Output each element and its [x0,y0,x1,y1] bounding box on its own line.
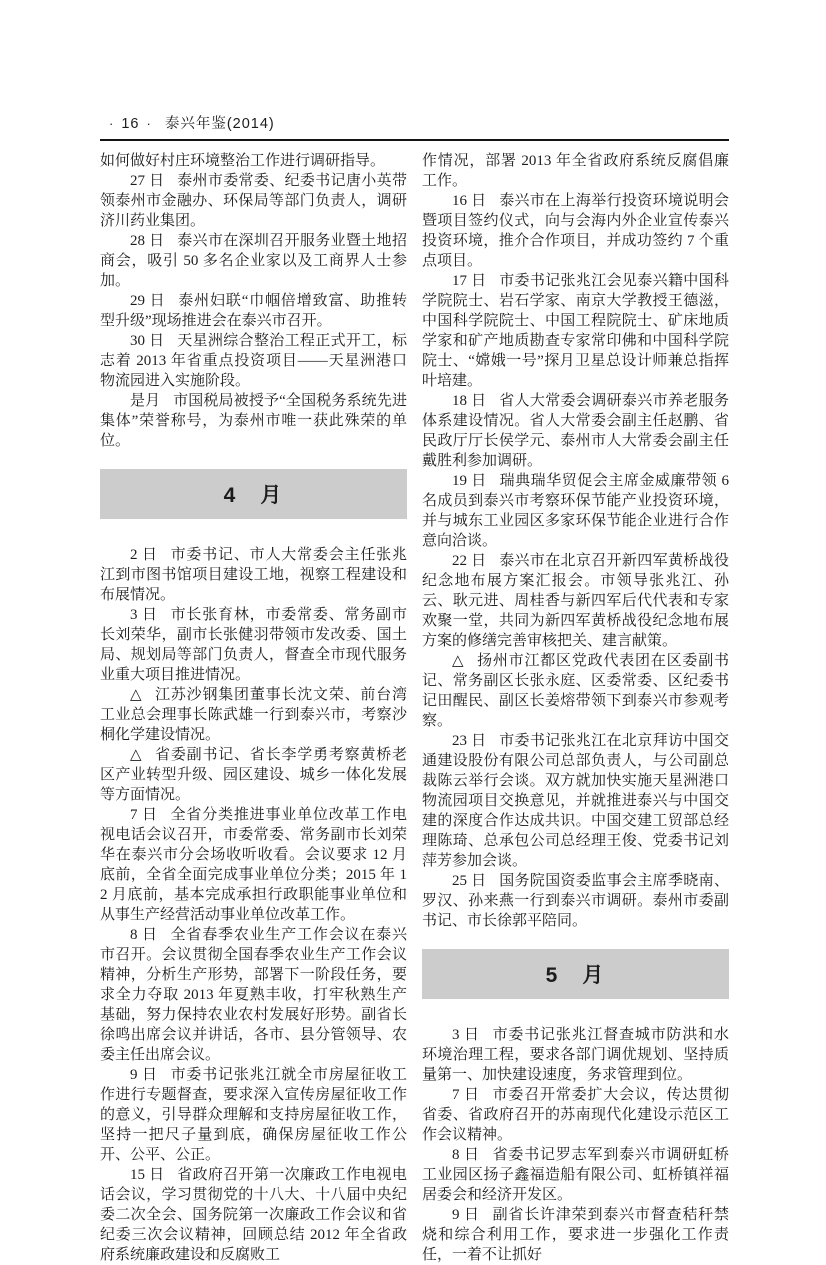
separator-dot: · [146,116,152,131]
entry-date-label: 3 日 [130,607,158,623]
entry-date-label: 19 日 [452,473,487,489]
chronicle-entry: △ 江苏沙钢集团董事长沈文荣、前台湾工业总会理事长陈武雄一行到泰兴市，考察沙桐化学建设情况。 [100,687,407,743]
separator-dot: · [109,116,115,131]
entry-date-label: 3 日 [452,1027,480,1043]
chronicle-entry: 25 日 国务院国资委监事会主席季晓南、罗汉、孙来燕一行到泰兴市调研。泰州市委副书记、市长徐郭平陪同。 [422,873,729,929]
chronicle-entry: △ 省委副书记、省长李学勇考察黄桥老区产业转型升级、园区建设、城乡一体化发展等方面情况。 [100,747,407,803]
entry-date-label: 29 日 [130,293,166,309]
entry-date-label: 9 日 [130,1067,158,1083]
entry-date-label: 7 日 [452,1087,480,1103]
chronicle-entry: △ 扬州市江都区党政代表团在区委副书记、常务副区长张永庭、区委常委、区纪委书记田醒民、副区长姜熔带领下到泰兴市参观考察。 [422,653,729,729]
entry-date-label: 27 日 [130,173,165,189]
month-section-header [422,949,729,999]
entry-date-label: 7 日 [130,807,158,823]
page-number: 16 [121,116,140,132]
chronicle-columns [100,151,729,1265]
running-head [100,112,729,139]
chronicle-entry: 7 日 市委召开常委扩大会议，传达贯彻省委、省政府召开的苏南现代化建设示范区工作会议精神。 [422,1087,729,1143]
book-title: 泰兴年鉴(2014) [164,116,275,132]
chronicle-entry: 8 日 全省春季农业生产工作会议在泰兴市召开。会议贯彻全国春季农业生产工作会议精神，分析生产形势，部署下一阶段任务，要求全力夺取 2013 年夏熟丰收，打牢秋熟生产基础，努力保持农业农村发展好形势。副省长徐鸣出席会议并讲话，各市、县分管领导、农委主任出席会议。 [100,927,407,1063]
chronicle-entry: 22 日 泰兴市在北京召开新四军黄桥战役纪念地布展方案汇报会。市领导张兆江、孙云、耿元进、周桂香与新四军后代代表和专家欢聚一堂，共同为新四军黄桥战役纪念地布展方案的修缮完善审核把关、建言献策。 [422,553,729,649]
chronicle-entry: 3 日 市长张育林，市委常委、常务副市长刘荣华，副市长张健羽带领市发改委、国土局、规划局等部门负责人，督查全市现代服务业重大项目推进情况。 [100,607,407,683]
chronicle-entry: 29 日 泰州妇联“巾帼倍增致富、助推转型升级”现场推进会在泰兴市召开。 [100,293,407,329]
entry-date-label: △ [130,687,143,703]
entry-date-label: 23 日 [452,733,487,749]
chronicle-entry: 16 日 泰兴市在上海举行投资环境说明会暨项目签约仪式，向与会海内外企业宣传泰兴投资环境，推介合作项目，并成功签约 7 个重点项目。 [422,193,729,269]
entry-date-label: 是月 [130,393,161,409]
chronicle-entry: 9 日 副省长许津荣到泰兴市督查秸秆禁烧和综合利用工作，要求进一步强化工作责任，一着不让抓好 [422,1207,729,1263]
entry-date-label: 8 日 [130,927,158,943]
entry-date-label: △ [452,653,465,669]
month-section-title: 4 月 [223,484,284,507]
chronicle-entry: 7 日 全省分类推进事业单位改革工作电视电话会议召开，市委常委、常务副市长刘荣华在泰兴市分会场收听收看。会议要求 12 月底前，全省全面完成事业单位分类；2015 年 12 月底前，基本完成承担行政职能事业单位和从事生产经营活动事业单位改革工作。 [100,807,407,923]
month-section-header [100,469,407,519]
chronicle-entry: 9 日 市委书记张兆江就全市房屋征收工作进行专题督查，要求深入宣传房屋征收工作的意义，引导群众理解和支持房屋征收工作，坚持一把尺子量到底，确保房屋征收工作公开、公平、公正。 [100,1067,407,1163]
chronicle-entry: 23 日 市委书记张兆江在北京拜访中国交通建设股份有限公司总部负责人，与公司副总裁陈云举行会谈。双方就加快实施天星洲港口物流园项目交换意见，并就推进泰兴与中国交建的深度合作达成共识。中国交建工贸部总经理陈琦、总承包公司总经理王俊、党委书记刘萍芳参加会谈。 [422,733,729,869]
entry-date-label: 8 日 [452,1147,480,1163]
header-rule [100,139,729,141]
entry-date-label: △ [130,747,143,763]
chronicle-entry: 30 日 天星洲综合整治工程正式开工，标志着 2013 年省重点投资项目——天星洲港口物流园进入实施阶段。 [100,333,407,389]
entry-date-label: 16 日 [452,193,487,209]
chronicle-entry: 8 日 省委书记罗志军到泰兴市调研虹桥工业园区扬子鑫福造船有限公司、虹桥镇祥福居委会和经济开发区。 [422,1147,729,1203]
entry-date-label: 30 日 [130,333,165,349]
entry-date-label: 22 日 [452,553,487,569]
month-section-title: 5 月 [545,964,606,987]
chronicle-entry: 15 日 省政府召开第一次廉政工作电视电话会议，学习贯彻党的十八大、十八届中央纪委二次全会、国务院第一次廉政工作会议和省纪委三次会议精神，回顾总结 2012 年全省政府系统廉政建设和反腐败工 [100,1167,407,1263]
chronicle-entry: 2 日 市委书记、市人大常委会主任张兆江到市图书馆项目建设工地，视察工程建设和布展情况。 [100,547,407,603]
entry-date-label: 28 日 [130,233,165,249]
chronicle-entry: 18 日 省人大常委会调研泰兴市养老服务体系建设情况。省人大常委会副主任赵鹏、省民政厅厅长侯学元、泰州市人大常委会副主任戴胜利参加调研。 [422,393,729,469]
entry-date-label: 9 日 [452,1207,480,1223]
entry-date-label: 25 日 [452,873,487,889]
chronicle-entry: 19 日 瑞典瑞华贸促会主席金威廉带领 6 名成员到泰兴市考察环保节能产业投资环境，并与城东工业园区多家环保节能企业进行合作意向洽谈。 [422,473,729,549]
chronicle-entry: 27 日 泰州市委常委、纪委书记唐小英带领泰州市金融办、环保局等部门负责人，调研济川药业集团。 [100,173,407,229]
paragraph-continuation: 作情况，部署 2013 年全省政府系统反腐倡廉工作。 [422,153,729,189]
entry-date-label: 17 日 [452,273,487,289]
chronicle-entry: 28 日 泰兴市在深圳召开服务业暨土地招商会，吸引 50 多名企业家以及工商界人士参加。 [100,233,407,289]
left-column [100,151,407,1265]
right-column [422,151,729,1265]
paragraph-continuation: 如何做好村庄环境整治工作进行调研指导。 [100,153,386,169]
entry-date-label: 18 日 [452,393,487,409]
chronicle-entry: 17 日 市委书记张兆江会见泰兴籍中国科学院院士、岩石学家、南京大学教授王德滋，中国科学院院士、中国工程院院士、矿床地质学家和矿产地质勘查专家常印佛和中国科学院院士、“嫦娥一号”探月卫星总设计师兼总指挥叶培建。 [422,273,729,389]
chronicle-entry: 是月 市国税局被授予“全国税务系统先进集体”荣誉称号，为泰州市唯一获此殊荣的单位。 [100,393,407,449]
entry-date-label: 2 日 [130,547,158,563]
entry-date-label: 15 日 [130,1167,165,1183]
chronicle-entry: 3 日 市委书记张兆江督查城市防洪和水环境治理工程，要求各部门调优规划、坚持质量第一、加快建设速度，务求管理到位。 [422,1027,729,1083]
